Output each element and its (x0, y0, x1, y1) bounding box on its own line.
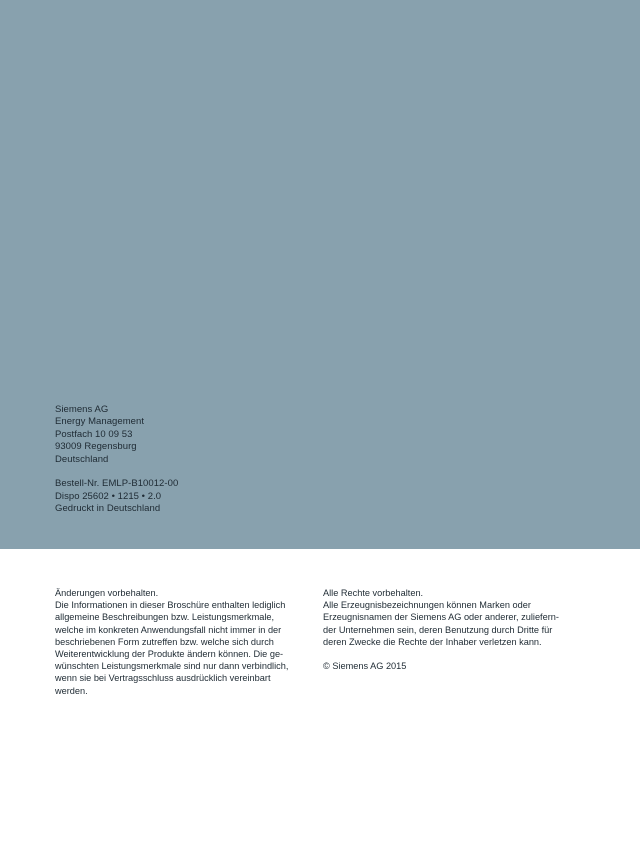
disclaimer-left-column (55, 587, 310, 697)
disclaimer-left-line: wenn sie bei Vertragsschluss ausdrücklich vereinbart (55, 673, 271, 684)
disclaimer-left-line: Weiterentwicklung der Produkte ändern können. Die ge- (55, 649, 284, 660)
disclaimer-left-line: welche im konkreten Anwendungsfall nicht immer in der (55, 624, 282, 635)
imprint-order-number: Bestell-Nr. EMLP-B10012-00 (55, 478, 179, 490)
imprint-dispo: Dispo 25602 • 1215 • 2.0 (55, 490, 162, 502)
imprint-city: 93009 Regensburg (55, 441, 137, 453)
imprint-company: Siemens AG (55, 404, 109, 415)
disclaimer-right-line: Erzeugnisnamen der Siemens AG oder anderer, zuliefern- (323, 612, 559, 623)
disclaimer-right-line: Alle Rechte vorbehalten. (323, 588, 424, 598)
disclaimer-left-line: Die Informationen in dieser Broschüre enthalten lediglich (55, 600, 286, 611)
imprint-postbox: Postfach 10 09 53 (55, 428, 133, 440)
disclaimer-left-line: beschriebenen Form zutreffen bzw. welche sich durch (55, 636, 274, 647)
imprint-printed-in: Gedruckt in Deutschland (55, 503, 161, 515)
imprint-division: Energy Management (55, 416, 145, 428)
disclaimer-right-line: Alle Erzeugnisbezeichnungen können Marken oder (323, 600, 531, 611)
imprint-country: Deutschland (55, 453, 109, 465)
disclaimer-left-line: wünschten Leistungsmerkmale sind nur dann verbindlich, (55, 661, 289, 672)
copyright-notice: © Siemens AG 2015 (323, 661, 407, 672)
disclaimer-right-line: der Unternehmen sein, deren Benutzung durch Dritte für (323, 624, 553, 635)
imprint-address-block (55, 404, 178, 516)
disclaimer-left-line: allgemeine Beschreibungen bzw. Leistungsmerkmale, (55, 612, 275, 623)
imprint-spacer (55, 466, 178, 478)
disclaimer-right-column (323, 587, 588, 672)
disclaimer-left-line: werden. (55, 685, 88, 696)
disclaimer-left-line: Änderungen vorbehalten. (55, 588, 159, 598)
disclaimer-right-line: deren Zwecke die Rechte der Inhaber verletzen kann. (323, 636, 542, 647)
disclaimer-right-spacer (323, 648, 588, 660)
